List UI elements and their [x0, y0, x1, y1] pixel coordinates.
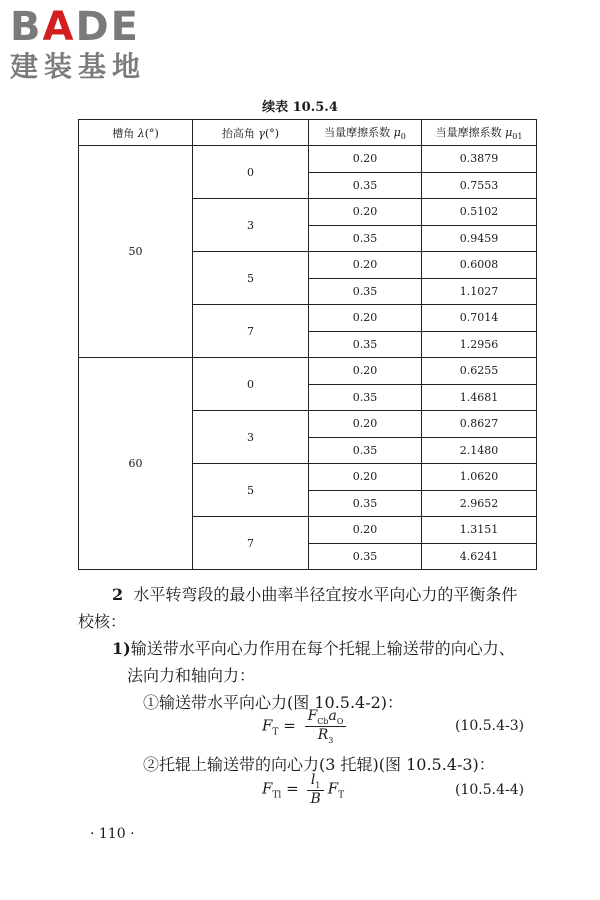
cell-mu0: 0.35: [309, 225, 422, 252]
cell-gamma: 0: [193, 358, 309, 411]
cell-mu01: 0.9459: [422, 225, 537, 252]
brand-logo: [10, 6, 146, 84]
cell-mu0: 0.20: [309, 146, 422, 173]
cell-mu01: 0.7553: [422, 172, 537, 199]
cell-mu01: 4.6241: [422, 543, 537, 570]
cell-gamma: 7: [193, 517, 309, 570]
formula-10-5-4-4: $F_{Tl}$ = $\frac{l_1}{B}$ $F_T$: [262, 772, 345, 807]
cell-mu01: 1.4681: [422, 384, 537, 411]
page-number: · 110 ·: [90, 826, 135, 842]
cell-mu0: 0.20: [309, 252, 422, 279]
cell-mu01: 0.6008: [422, 252, 537, 279]
clause-2: ②托辊上输送带的向心力(3 托辊)(图 10.5.4-3)：: [143, 755, 495, 774]
cell-lambda: 60: [79, 358, 193, 570]
cell-mu0: 0.20: [309, 517, 422, 544]
cell-mu0: 0.35: [309, 437, 422, 464]
table-header-row: [79, 120, 537, 146]
cell-mu01: 2.1480: [422, 437, 537, 464]
formula-10-5-4-3: $F_T$ = $\frac{F_{Cb}a_O}{R_3}$: [262, 708, 350, 745]
cell-mu01: 0.6255: [422, 358, 537, 385]
table-row: [79, 146, 537, 173]
friction-table: [78, 119, 537, 570]
cell-mu0: 0.35: [309, 384, 422, 411]
cell-mu0: 0.35: [309, 172, 422, 199]
sub-item-1-line-2: 法向力和轴向力：: [127, 666, 256, 685]
cell-gamma: 0: [193, 146, 309, 199]
cell-mu01: 2.9652: [422, 490, 537, 517]
header-mu01: 当量摩擦系数 $\mu_{01}$: [422, 120, 537, 146]
equation-number-1: (10.5.4-3): [455, 718, 525, 734]
brand-wordmark: BADE: [10, 4, 140, 50]
item-2-line-1: 2 水平转弯段的最小曲率半径宜按水平向心力的平衡条件: [112, 585, 518, 604]
brand-highlight: A: [42, 4, 76, 50]
cell-mu0: 0.35: [309, 543, 422, 570]
header-gamma: 抬高角 γ(°): [193, 120, 309, 146]
cell-mu0: 0.20: [309, 199, 422, 226]
cell-mu0: 0.20: [309, 464, 422, 491]
table-body: [79, 146, 537, 570]
header-mu0: 当量摩擦系数 $\mu_0$: [309, 120, 422, 146]
fraction-f1: $\frac{F_{Cb}a_O}{R_3}$: [305, 708, 347, 745]
cell-gamma: 7: [193, 305, 309, 358]
cell-mu01: 1.3151: [422, 517, 537, 544]
clause-1: ①输送带水平向心力(图 10.5.4-2)：: [143, 693, 404, 712]
equation-number-2: (10.5.4-4): [455, 782, 525, 798]
brand-subtitle: 建装基地: [10, 50, 147, 83]
cell-mu01: 1.0620: [422, 464, 537, 491]
cell-mu0: 0.20: [309, 358, 422, 385]
cell-mu01: 0.3879: [422, 146, 537, 173]
cell-mu01: 1.1027: [422, 278, 537, 305]
cell-gamma: 3: [193, 411, 309, 464]
fraction-f2: $\frac{l_1}{B}$: [307, 772, 323, 807]
cell-mu0: 0.20: [309, 411, 422, 438]
table-row: [79, 358, 537, 385]
item-2-line-2: 校核：: [78, 612, 127, 631]
cell-lambda: 50: [79, 146, 193, 358]
cell-mu0: 0.35: [309, 331, 422, 358]
header-lambda: 槽角 λ(°): [79, 120, 193, 146]
cell-mu01: 0.8627: [422, 411, 537, 438]
cell-mu0: 0.35: [309, 278, 422, 305]
cell-mu01: 1.2956: [422, 331, 537, 358]
cell-gamma: 5: [193, 464, 309, 517]
cell-mu01: 0.7014: [422, 305, 537, 332]
table-caption: 续表 10.5.4: [262, 100, 338, 115]
sub-item-1-line-1: 1)输送带水平向心力作用在每个托辊上输送带的向心力、: [112, 639, 515, 658]
cell-mu0: 0.20: [309, 305, 422, 332]
cell-gamma: 5: [193, 252, 309, 305]
cell-gamma: 3: [193, 199, 309, 252]
cell-mu01: 0.5102: [422, 199, 537, 226]
cell-mu0: 0.35: [309, 490, 422, 517]
